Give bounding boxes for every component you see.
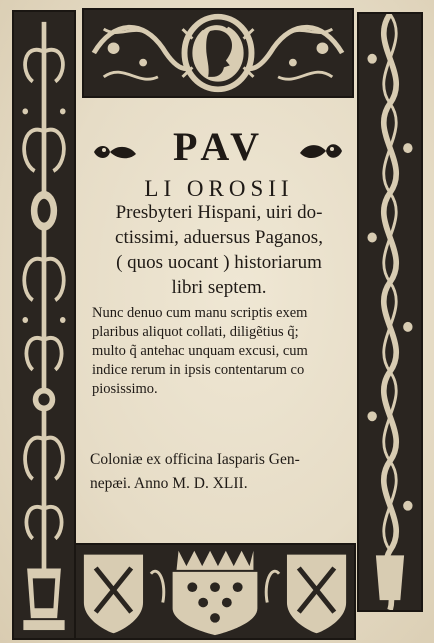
imprint-line: nepæi. Anno M. D. XLII.	[90, 475, 248, 492]
left-woodcut-border	[12, 10, 76, 640]
note-line: piosissimo.	[92, 381, 158, 397]
subtitle	[84, 200, 354, 300]
right-woodcut-border	[357, 12, 423, 612]
note-line: multo q̃ antehac unquam excusi, cum	[92, 343, 308, 359]
note-line: Nunc denuo cum manu scriptis exem	[92, 305, 308, 321]
subtitle-line: Presbyteri Hispani, uiri do-	[115, 202, 323, 223]
bottom-woodcut-border	[74, 543, 356, 640]
title-row	[84, 122, 354, 172]
top-woodcut-border	[82, 8, 354, 98]
edition-note	[92, 304, 354, 399]
title-line-2: LI OROSII	[144, 176, 294, 201]
fleuron-left-icon	[92, 140, 138, 164]
imprint-line: Coloniæ ex officina Iasparis Gen-	[90, 451, 300, 468]
title-text-block	[84, 112, 354, 536]
subtitle-line: ( quos uocant ) historiarum	[116, 252, 322, 273]
title-line-1: PAV	[172, 124, 266, 169]
note-line: indice rerum in ipsis contentarum co	[92, 362, 305, 378]
subtitle-line: ctissimi, aduersus Paganos,	[115, 227, 323, 248]
imprint	[90, 448, 352, 496]
subtitle-line: libri septem.	[171, 277, 267, 298]
note-line: plaribus aliquot collati, diligẽtius q̃;	[92, 324, 299, 340]
fleuron-right-icon	[298, 138, 344, 164]
